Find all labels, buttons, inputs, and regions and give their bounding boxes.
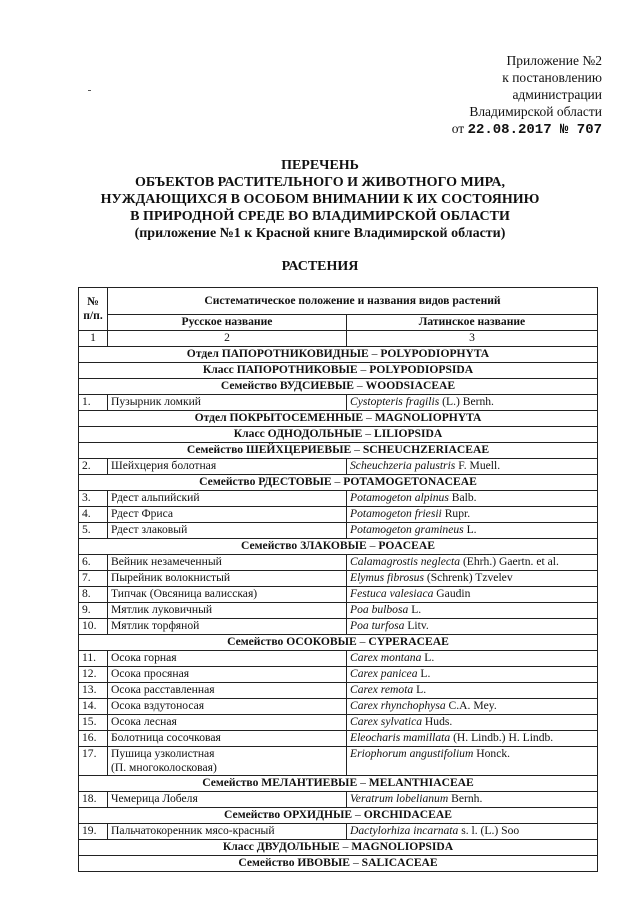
table-row [79, 603, 598, 619]
latin-author: Huds. [424, 715, 453, 728]
title-line-2: ОБЪЕКТОВ РАСТИТЕЛЬНОГО И ЖИВОТНОГО МИРА, [134, 175, 505, 190]
species-latin-name [347, 792, 598, 808]
annex-header [452, 52, 602, 139]
latin-author: (Schrenk) Tzvelev [426, 571, 513, 584]
taxon-group-ru: Класс ОДНОДОЛЬНЫЕ [233, 427, 363, 440]
table-row [79, 731, 598, 747]
russian-name-synonym: (П. многоколосковая) [111, 761, 217, 774]
species-number: 2. [79, 459, 108, 475]
taxon-group-row [79, 379, 598, 395]
title-line-5: (приложение №1 к Красной книге Владимирской области) [134, 226, 506, 241]
taxon-group-row [79, 443, 598, 459]
species-russian-name [108, 683, 347, 699]
latin-binomial: Potamogeton alpinus [350, 491, 449, 504]
title-line-3: НУЖДАЮЩИХСЯ В ОСОБОМ ВНИМАНИИ К ИХ СОСТОЯНИЮ [100, 192, 540, 207]
latin-binomial: Cystopteris fragilis [350, 395, 440, 408]
taxon-separator: – [357, 776, 369, 789]
taxon-separator: – [350, 856, 362, 869]
species-russian-name [108, 792, 347, 808]
taxon-group-lat: MELANTHIACEAE [368, 776, 474, 789]
taxon-group-lat: CYPERACEAE [368, 635, 449, 648]
table-row [79, 523, 598, 539]
annex-line-1: Приложение №2 [506, 53, 602, 68]
latin-binomial: Poa turfosa [350, 619, 405, 632]
species-number: 14. [79, 699, 108, 715]
table-row [79, 571, 598, 587]
species-number: 11. [79, 651, 108, 667]
species-russian-name [108, 824, 347, 840]
date-stamp: 22.08.2017 № 707 [467, 122, 602, 138]
latin-binomial: Eriophorum angustifolium [350, 747, 474, 760]
taxon-group-row [79, 411, 598, 427]
species-russian-name [108, 507, 347, 523]
latin-binomial: Carex panicea [350, 667, 418, 680]
table-row [79, 619, 598, 635]
latin-author: L. [411, 603, 422, 616]
section-title: РАСТЕНИЯ [281, 259, 359, 274]
date-prefix: от [451, 121, 465, 136]
species-number: 16. [79, 731, 108, 747]
taxon-group-cell [79, 379, 598, 395]
species-latin-name [347, 555, 598, 571]
species-number: 15. [79, 715, 108, 731]
taxon-separator: – [331, 475, 344, 488]
species-latin-name [347, 507, 598, 523]
species-number: 1. [79, 395, 108, 411]
taxon-group-cell [79, 363, 598, 379]
russian-name-text: Осока просяная [111, 667, 190, 680]
taxon-group-cell [79, 776, 598, 792]
taxon-group-lat: LILIOPSIDA [373, 427, 443, 440]
table-row [79, 507, 598, 523]
russian-name-text: Осока расставленная [111, 683, 215, 696]
species-russian-name [108, 555, 347, 571]
taxon-separator: – [357, 363, 370, 376]
col-header-latin: Латинское название [347, 315, 598, 331]
russian-name-text: Рдест Фриса [111, 507, 174, 520]
table-row [79, 683, 598, 699]
species-russian-name [108, 715, 347, 731]
latin-author: Rupr. [444, 507, 471, 520]
taxon-group-ru: Класс ДВУДОЛЬНЫЕ [222, 840, 340, 853]
table-row [79, 792, 598, 808]
taxon-group-row [79, 347, 598, 363]
taxon-group-row [79, 539, 598, 555]
taxon-group-lat: MAGNOLIOPSIDA [351, 840, 454, 853]
col-header-group: Систематическое положение и названия видов растений [108, 288, 598, 315]
annex-date-line [452, 120, 602, 139]
russian-name-text: Пырейник волокнистый [111, 571, 231, 584]
species-russian-name [108, 651, 347, 667]
col-header-number: № п/п. [79, 288, 108, 331]
species-number: 3. [79, 491, 108, 507]
taxon-group-row [79, 840, 598, 856]
species-latin-name [347, 699, 598, 715]
title-line-1: ПЕРЕЧЕНЬ [281, 158, 359, 173]
taxon-separator: – [363, 411, 375, 424]
taxon-group-ru: Семейство ШЕЙХЦЕРИЕВЫЕ [186, 443, 352, 456]
species-latin-name [347, 395, 598, 411]
taxon-separator: – [356, 635, 369, 648]
species-latin-name [347, 747, 598, 776]
taxon-group-ru: Класс ПАПОРОТНИКОВЫЕ [202, 363, 358, 376]
latin-binomial: Veratrum lobelianum [350, 792, 449, 805]
table-row [79, 824, 598, 840]
latin-author: L. [416, 683, 427, 696]
species-russian-name [108, 603, 347, 619]
taxon-group-row [79, 856, 598, 872]
taxon-group-cell [79, 443, 598, 459]
species-number: 6. [79, 555, 108, 571]
latin-author: F. Muell. [458, 459, 501, 472]
russian-name-text: Шейхцерия болотная [111, 459, 217, 472]
taxon-group-row [79, 635, 598, 651]
species-number: 7. [79, 571, 108, 587]
taxon-group-ru: Семейство ОСОКОВЫЕ [227, 635, 357, 648]
table-body [79, 347, 598, 872]
species-latin-name [347, 571, 598, 587]
latin-author: C.A. Mey. [448, 699, 497, 712]
latin-author: (L.) Bernh. [442, 395, 494, 408]
taxon-group-row [79, 427, 598, 443]
latin-binomial: Poa bulbosa [350, 603, 409, 616]
taxon-group-row [79, 363, 598, 379]
species-russian-name [108, 747, 347, 776]
table-row [79, 555, 598, 571]
species-russian-name [108, 523, 347, 539]
species-latin-name [347, 491, 598, 507]
latin-author: L. [420, 667, 431, 680]
species-latin-name [347, 824, 598, 840]
taxon-group-lat: POACEAE [378, 539, 435, 552]
russian-name-text: Пушица узколистная [111, 747, 215, 760]
table-row [79, 715, 598, 731]
taxon-separator: – [351, 443, 363, 456]
latin-binomial: Carex remota [350, 683, 414, 696]
col-index-2: 2 [108, 331, 347, 347]
species-russian-name [108, 619, 347, 635]
species-russian-name [108, 699, 347, 715]
taxon-group-cell [79, 808, 598, 824]
table-row [79, 747, 598, 776]
species-russian-name [108, 571, 347, 587]
latin-binomial: Calamagrostis neglecta [350, 555, 461, 568]
taxon-separator: – [362, 427, 374, 440]
col-index-3: 3 [347, 331, 598, 347]
taxon-group-lat: ORCHIDACEAE [363, 808, 452, 821]
latin-binomial: Carex sylvatica [350, 715, 423, 728]
russian-name-text: Осока горная [111, 651, 177, 664]
latin-author: Gaudin [436, 587, 471, 600]
species-number: 12. [79, 667, 108, 683]
species-latin-name [347, 619, 598, 635]
latin-author: Balb. [451, 491, 477, 504]
latin-author: s. l. (L.) Soo [461, 824, 520, 837]
scan-speck [88, 90, 91, 91]
taxon-group-row [79, 808, 598, 824]
species-latin-name [347, 587, 598, 603]
taxon-group-cell [79, 347, 598, 363]
species-number: 10. [79, 619, 108, 635]
latin-binomial: Festuca valesiaca [350, 587, 434, 600]
table-row [79, 587, 598, 603]
species-latin-name [347, 651, 598, 667]
species-russian-name [108, 491, 347, 507]
species-number: 17. [79, 747, 108, 776]
taxon-group-cell [79, 539, 598, 555]
species-table [78, 287, 598, 872]
taxon-separator: – [339, 840, 352, 853]
russian-name-text: Мятлик торфяной [111, 619, 200, 632]
latin-author: Litv. [407, 619, 429, 632]
taxon-group-ru: Отдел ПАПОРОТНИКОВИДНЫЕ [186, 347, 369, 360]
species-russian-name [108, 731, 347, 747]
taxon-group-ru: Семейство ВУДСИЕВЫЕ [220, 379, 355, 392]
taxon-group-row [79, 475, 598, 491]
russian-name-text: Чемерица Лобеля [111, 792, 198, 805]
species-russian-name [108, 667, 347, 683]
latin-author: L. [424, 651, 435, 664]
table-row [79, 667, 598, 683]
latin-binomial: Elymus fibrosus [350, 571, 424, 584]
taxon-group-cell [79, 856, 598, 872]
russian-name-text: Болотница сосочковая [111, 731, 221, 744]
taxon-group-lat: WOODSIACEAE [365, 379, 456, 392]
latin-author: L. [466, 523, 477, 536]
document-title [0, 157, 640, 242]
taxon-group-cell [79, 840, 598, 856]
russian-name-text: Осока лесная [111, 715, 177, 728]
russian-name-text: Рдест злаковый [111, 523, 188, 536]
taxon-separator: – [352, 808, 364, 821]
latin-binomial: Dactylorhiza incarnata [350, 824, 459, 837]
taxon-group-cell [79, 475, 598, 491]
latin-binomial: Carex montana [350, 651, 422, 664]
species-latin-name [347, 715, 598, 731]
taxon-separator: – [368, 347, 381, 360]
latin-author: Honck. [476, 747, 511, 760]
taxon-group-ru: Семейство ЗЛАКОВЫЕ [241, 539, 367, 552]
annex-line-3: администрации [512, 87, 602, 102]
species-number: 13. [79, 683, 108, 699]
taxon-group-row [79, 776, 598, 792]
latin-binomial: Eleocharis mamillata [350, 731, 451, 744]
latin-author: Bernh. [451, 792, 483, 805]
taxon-group-lat: MAGNOLIOPHYTA [374, 411, 482, 424]
latin-author: (Ehrh.) Gaertn. et al. [462, 555, 559, 568]
species-latin-name [347, 731, 598, 747]
taxon-group-cell [79, 635, 598, 651]
russian-name-text: Пузырник ломкий [111, 395, 202, 408]
taxon-group-cell [79, 427, 598, 443]
latin-binomial: Potamogeton friesii [350, 507, 442, 520]
russian-name-text: Мятлик луковичный [111, 603, 213, 616]
species-latin-name [347, 523, 598, 539]
species-number: 5. [79, 523, 108, 539]
title-line-4: В ПРИРОДНОЙ СРЕДЕ ВО ВЛАДИМИРСКОЙ ОБЛАСТИ [130, 209, 510, 224]
species-number: 9. [79, 603, 108, 619]
latin-author: (H. Lindb.) H. Lindb. [453, 731, 554, 744]
table-row [79, 395, 598, 411]
taxon-group-cell [79, 411, 598, 427]
taxon-separator: – [354, 379, 366, 392]
latin-binomial: Carex rhynchophysa [350, 699, 446, 712]
species-latin-name [347, 683, 598, 699]
species-latin-name [347, 603, 598, 619]
latin-binomial: Scheuchzeria palustris [350, 459, 456, 472]
species-russian-name [108, 459, 347, 475]
col-header-russian: Русское название [108, 315, 347, 331]
taxon-group-lat: POTAMOGETONACEAE [343, 475, 477, 488]
taxon-group-ru: Отдел ПОКРЫТОСЕМЕННЫЕ [194, 411, 364, 424]
latin-binomial: Potamogeton gramineus [350, 523, 464, 536]
table-row [79, 699, 598, 715]
table-row [79, 491, 598, 507]
annex-line-2: к постановлению [502, 70, 602, 85]
species-russian-name [108, 587, 347, 603]
species-latin-name [347, 667, 598, 683]
russian-name-text: Осока вздутоносая [111, 699, 205, 712]
species-number: 8. [79, 587, 108, 603]
species-number: 4. [79, 507, 108, 523]
russian-name-text: Рдест альпийский [111, 491, 200, 504]
russian-name-text: Вейник незамеченный [111, 555, 222, 568]
species-number: 18. [79, 792, 108, 808]
taxon-group-ru: Семейство ОРХИДНЫЕ [224, 808, 353, 821]
table-row [79, 651, 598, 667]
taxon-group-ru: Семейство МЕЛАНТИЕВЫЕ [202, 776, 358, 789]
col-index-1: 1 [79, 331, 108, 347]
species-russian-name [108, 395, 347, 411]
taxon-separator: – [366, 539, 379, 552]
taxon-group-lat: SALICACEAE [361, 856, 438, 869]
species-number: 19. [79, 824, 108, 840]
taxon-group-ru: Семейство ИВОВЫЕ [238, 856, 351, 869]
russian-name-text: Типчак (Овсяница валисская) [111, 587, 258, 600]
species-latin-name [347, 459, 598, 475]
table-row [79, 459, 598, 475]
taxon-group-lat: POLYPODIOPSIDA [369, 363, 474, 376]
taxon-group-ru: Семейство РДЕСТОВЫЕ [199, 475, 332, 488]
russian-name-text: Пальчатокоренник мясо-красный [111, 824, 275, 837]
annex-line-4: Владимирской области [469, 104, 602, 119]
taxon-group-lat: SCHEUCHZERIACEAE [362, 443, 490, 456]
taxon-group-lat: POLYPODIOPHYTA [380, 347, 490, 360]
